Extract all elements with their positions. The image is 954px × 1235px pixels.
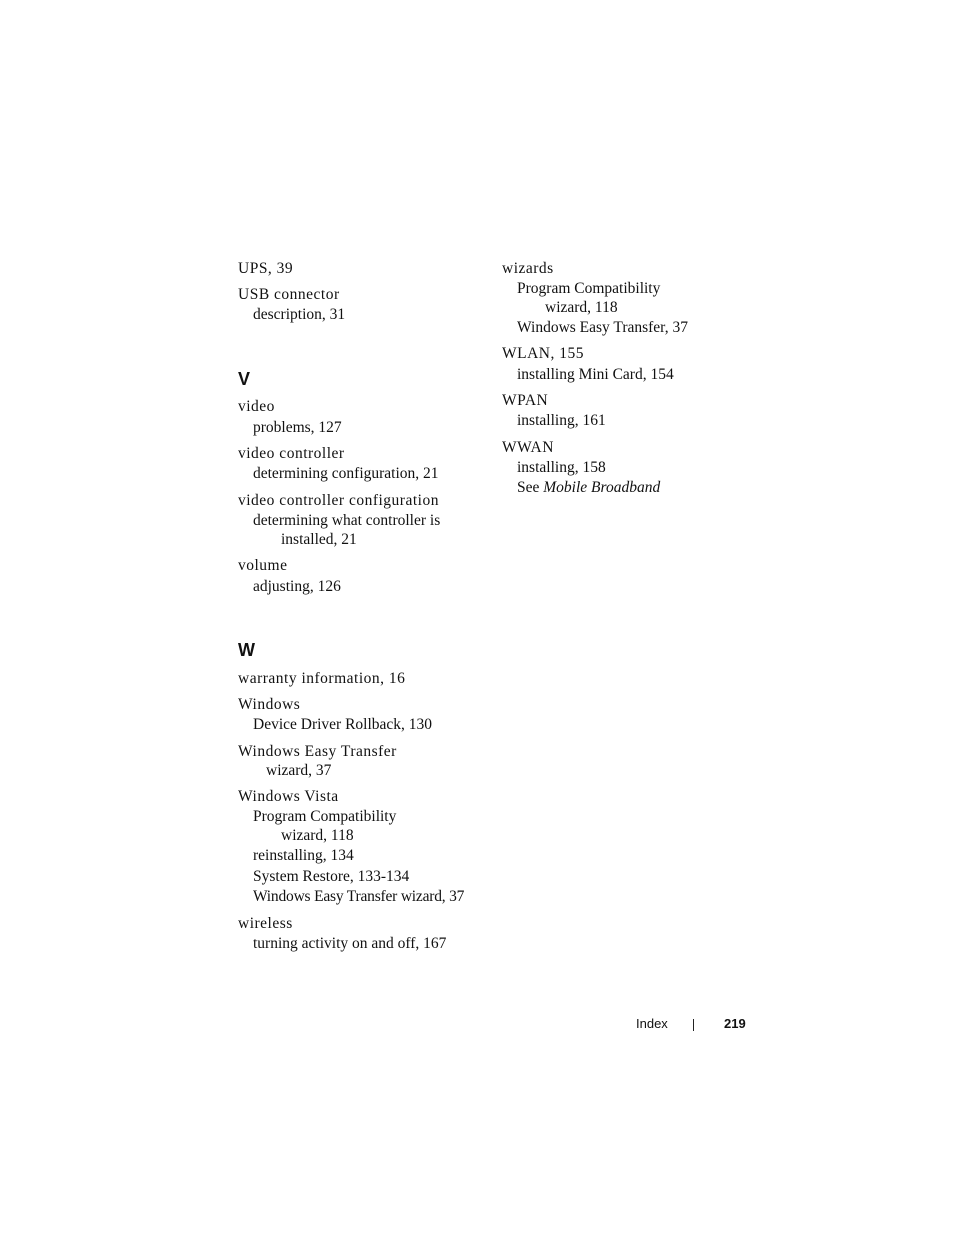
index-subentry-vista-program-compat-wizard: wizard, 118	[281, 827, 354, 844]
index-entry-video: video	[238, 398, 275, 415]
index-entry-windows-vista: Windows Vista	[238, 788, 339, 805]
footer-separator	[693, 1019, 694, 1031]
page-number: 219	[724, 1016, 746, 1031]
index-subentry-wireless-turning: turning activity on and off, 167	[253, 935, 447, 952]
index-subentry-wizards-easy-transfer: Windows Easy Transfer, 37	[517, 319, 688, 336]
index-subentry-wpan-installing: installing, 161	[517, 412, 606, 429]
index-subentry-windows-easy-transfer-wizard: wizard, 37	[266, 762, 332, 779]
index-entry-volume: volume	[238, 557, 288, 574]
section-heading-v: V	[238, 369, 251, 389]
index-subentry-wwan-see	[517, 478, 660, 498]
index-subentry-vcc-installed: installed, 21	[281, 531, 357, 548]
index-entry-warranty: warranty information, 16	[238, 670, 406, 687]
index-subentry-vista-program-compat: Program Compatibility	[253, 808, 397, 825]
index-entry-wizards: wizards	[502, 260, 554, 277]
index-entry-wireless: wireless	[238, 915, 293, 932]
index-entry-video-controller: video controller	[238, 445, 345, 462]
see-reference-prefix: See	[517, 479, 540, 496]
index-entry-wlan: WLAN, 155	[502, 345, 584, 362]
index-entry-wpan: WPAN	[502, 392, 549, 409]
index-subentry-windows-rollback: Device Driver Rollback, 130	[253, 716, 433, 733]
index-subentry-video-problems: problems, 127	[253, 419, 342, 436]
index-subentry-vcc-determining: determining what controller is	[253, 512, 441, 529]
index-entry-wwan: WWAN	[502, 439, 554, 456]
index-entry-ups: UPS, 39	[238, 260, 294, 277]
index-subentry-video-controller-determining: determining configuration, 21	[253, 465, 439, 482]
index-subentry-usb-description: description, 31	[253, 306, 346, 323]
index-entry-usb-connector: USB connector	[238, 286, 340, 303]
index-subentry-wizards-program-compat: Program Compatibility	[517, 280, 661, 297]
index-subentry-vista-system-restore: System Restore, 133-134	[253, 868, 410, 885]
index-subentry-wwan-installing: installing, 158	[517, 459, 606, 476]
index-subentry-wizards-program-compat-wizard: wizard, 118	[545, 299, 618, 316]
section-heading-w: W	[238, 640, 255, 660]
index-subentry-volume-adjusting: adjusting, 126	[253, 578, 341, 595]
index-entry-windows-easy-transfer: Windows Easy Transfer	[238, 743, 397, 760]
index-subentry-vista-reinstalling: reinstalling, 134	[253, 847, 354, 864]
see-reference-target: Mobile Broadband	[543, 479, 661, 496]
index-entry-windows: Windows	[238, 696, 301, 713]
index-subentry-vista-easy-transfer: Windows Easy Transfer wizard, 37	[253, 888, 465, 905]
index-subentry-wlan-installing: installing Mini Card, 154	[517, 366, 674, 383]
footer-section-label: Index	[636, 1016, 668, 1031]
index-entry-video-controller-configuration: video controller configuration	[238, 492, 439, 509]
